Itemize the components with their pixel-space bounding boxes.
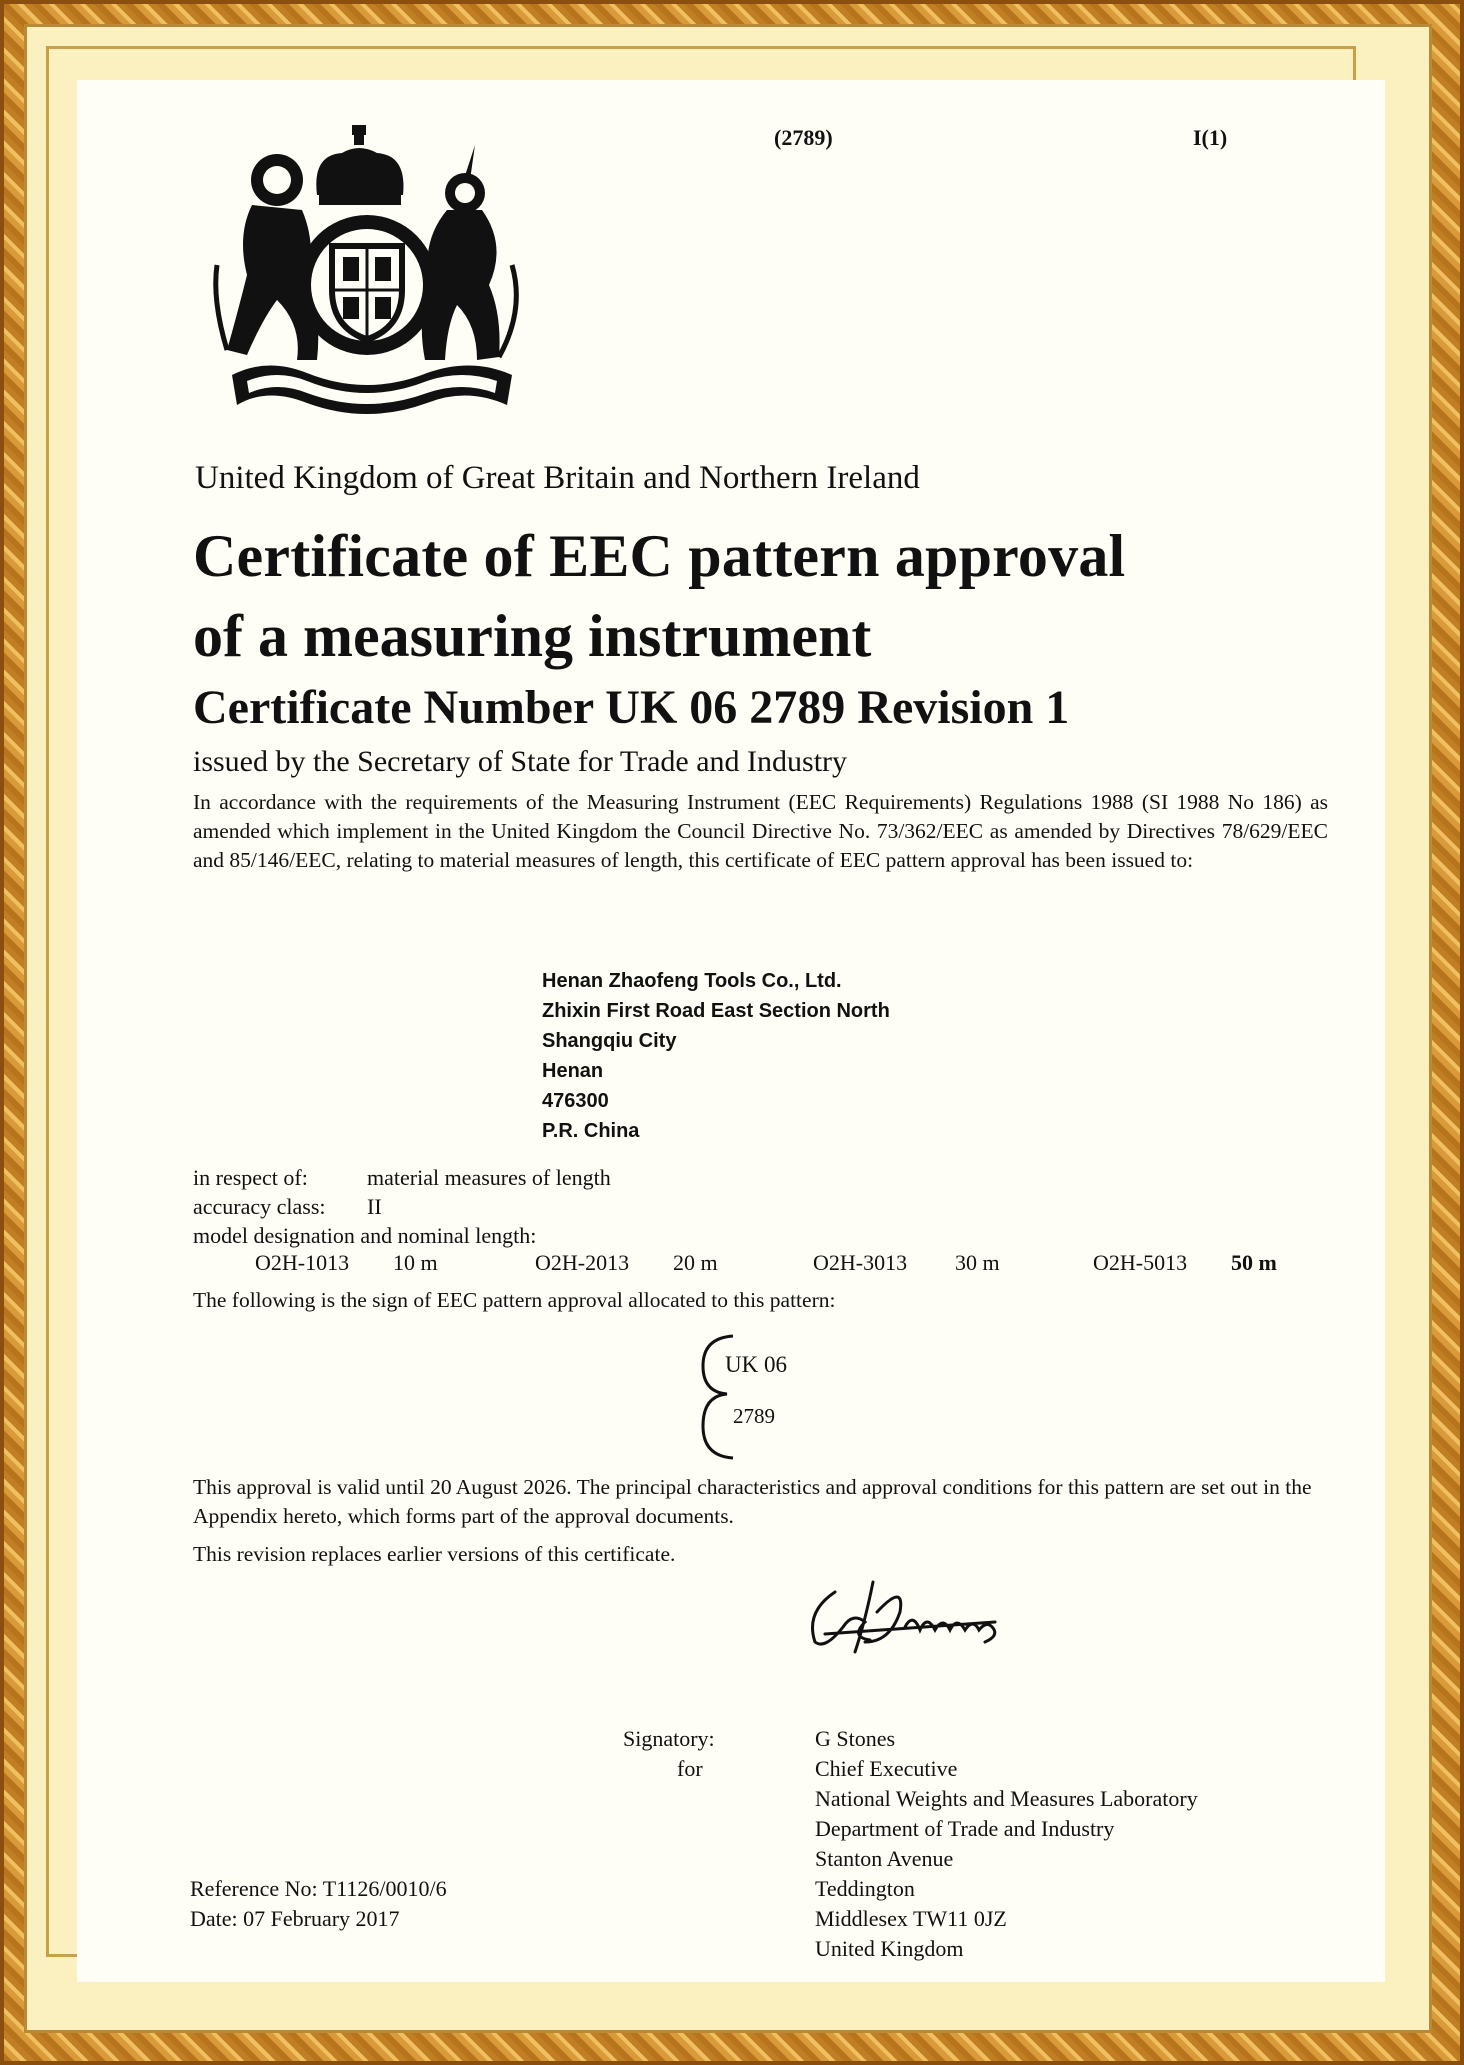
reference-number: Reference No: T1126/0010/6 xyxy=(190,1876,447,1901)
accuracy-value: II xyxy=(367,1194,382,1219)
for-label: for xyxy=(677,1756,703,1781)
accuracy-label: accuracy class: xyxy=(193,1194,326,1219)
recipient-line-company: Henan Zhaofeng Tools Co., Ltd. xyxy=(542,970,842,992)
certificate-page xyxy=(77,80,1385,1982)
signatory-name: G Stones xyxy=(815,1726,896,1751)
respect-label: in respect of: xyxy=(193,1165,308,1190)
issue-date: Date: 07 February 2017 xyxy=(190,1906,400,1931)
certificate-title-line1: Certificate of EEC pattern approval xyxy=(193,523,1126,589)
document-number: (2789) xyxy=(774,125,833,150)
model-length: 20 m xyxy=(673,1250,718,1275)
signatory-department: Department of Trade and Industry xyxy=(815,1816,1115,1841)
signatory-country: United Kingdom xyxy=(815,1936,964,1961)
handwritten-signature xyxy=(795,1572,1035,1657)
validity-paragraph: This approval is valid until 20 August 2026. The principal characteristics and approval conditions for this pattern are set out in the Appendix hereto, which forms part of the approval documents. xyxy=(193,1475,1312,1528)
eec-mark-line2: 2789 xyxy=(733,1404,775,1428)
page-number: I(1) xyxy=(1193,125,1228,150)
recipient-line-city: Shangqiu City xyxy=(542,1030,677,1052)
model-length: 50 m xyxy=(1231,1250,1277,1275)
recipient-line-postcode: 476300 xyxy=(542,1090,609,1112)
model-code: O2H-3013 xyxy=(813,1250,908,1275)
signatory-postcode: Middlesex TW11 0JZ xyxy=(815,1906,1007,1931)
model-code: O2H-5013 xyxy=(1093,1250,1188,1275)
eec-approval-mark xyxy=(697,1332,827,1462)
intro-paragraph: In accordance with the requirements of the Measuring Instrument (EEC Requirements) Regulations 1988 (SI 1988 No 186) as amended which implement in the United Kingdom the Council Directive No. 73/362/EEC as amended by Directives 78/629/EEC and 85/146/EEC, relating to material measures of length, this certificate of EEC pattern approval has been issued to: xyxy=(193,790,1328,872)
model-length: 10 m xyxy=(393,1250,438,1275)
recipient-line-street: Zhixin First Road East Section North xyxy=(542,1000,890,1022)
eec-mark-line1: UK 06 xyxy=(725,1352,787,1377)
signatory-org: National Weights and Measures Laboratory xyxy=(815,1786,1198,1811)
model-length: 30 m xyxy=(955,1250,1000,1275)
approval-sign-text: The following is the sign of EEC pattern approval allocated to this pattern: xyxy=(193,1288,836,1312)
signatory-town: Teddington xyxy=(815,1876,915,1901)
signatory-title: Chief Executive xyxy=(815,1756,958,1781)
recipient-line-country: P.R. China xyxy=(542,1120,640,1142)
respect-value: material measures of length xyxy=(367,1165,611,1190)
signatory-label: Signatory: xyxy=(623,1726,715,1751)
revision-note: This revision replaces earlier versions of this certificate. xyxy=(193,1542,676,1566)
certificate-number: Certificate Number UK 06 2789 Revision 1 xyxy=(193,681,1070,734)
country-heading: United Kingdom of Great Britain and Northern Ireland xyxy=(195,460,920,496)
issued-by: issued by the Secretary of State for Trade and Industry xyxy=(193,745,848,778)
model-code: O2H-2013 xyxy=(535,1250,630,1275)
signatory-street: Stanton Avenue xyxy=(815,1846,954,1871)
model-code: O2H-1013 xyxy=(255,1250,350,1275)
certificate-title-line2: of a measuring instrument xyxy=(193,603,872,669)
royal-coat-of-arms-icon xyxy=(207,125,537,420)
recipient-line-province: Henan xyxy=(542,1060,604,1082)
model-label: model designation and nominal length: xyxy=(193,1223,537,1248)
